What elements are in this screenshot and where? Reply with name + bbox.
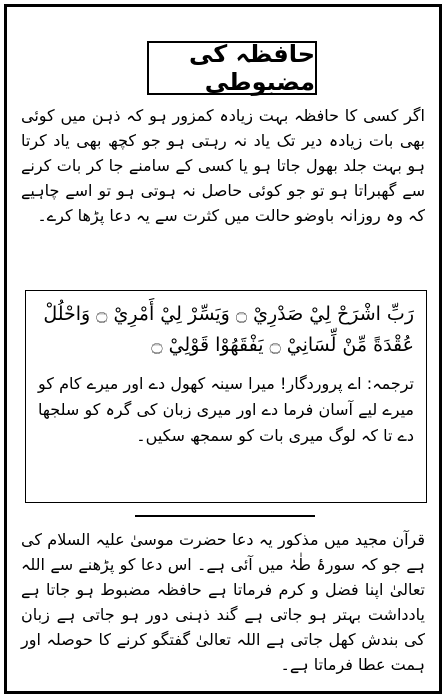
dua-translation: ترجمہ: اے پروردگار! میرا سینہ کھول دے اور میرے کام کو میرے لیے آسان فرما دے اور میری زبان کی گرہ کو سلجھا دے تا کہ لوگ میری بات کو سمجھ سکیں۔ <box>38 374 414 445</box>
article-page <box>4 4 442 694</box>
divider <box>135 515 315 517</box>
title-box <box>147 41 317 95</box>
dua-arabic-text: رَبِّ اشْرَحْ لِيْ صَدْرِيْ ۝ وَيَسِّرْ لِيْ أَمْرِيْ ۝ وَاحْلُلْ عُقْدَةً مِّنْ لِّسَانِيْ ۝ يَفْقَهُوْا قَوْلِيْ ۝ <box>43 303 414 356</box>
outro-paragraph: قرآن مجید میں مذکور یہ دعا حضرت موسیٰ علیہ السلام کی ہے جو کہ سورۂ طٰہٰ میں آئی ہے۔ اس دعا کو پڑھنے سے اللہ تعالیٰ اپنا فضل و کرم فرماتا ہے حافظہ مضبوط ہو جاتا ہے یادداشت بہتر ہو جاتی ہے گند ذہنی دور ہو جاتی ہے زبان کی بندش کھل جاتی ہے اللہ تعالیٰ گفتگو کرنے کا حوصلہ اور ہمت عطا فرماتا ہے۔ <box>21 530 425 674</box>
intro-paragraph: اگر کسی کا حافظہ بہت زیادہ کمزور ہو کہ ذہن میں کوئی بھی بات زیادہ دیر تک یاد نہ رہتی ہو جو کچھ بھی یاد کرتا ہو بہت جلد بھول جاتا ہو یا کسی کے سامنے جا کر بات کرنے سے گھبراتا ہو تو جو کوئی حاصل نہ ہوتی ہو تو اسے چاہیے کہ وہ روزانہ باوضو حالت میں کثرت سے یہ دعا پڑھا کرے۔ <box>21 106 425 225</box>
dua-box <box>25 290 427 503</box>
page-title: حافظہ کی مضبوطی <box>188 40 315 96</box>
